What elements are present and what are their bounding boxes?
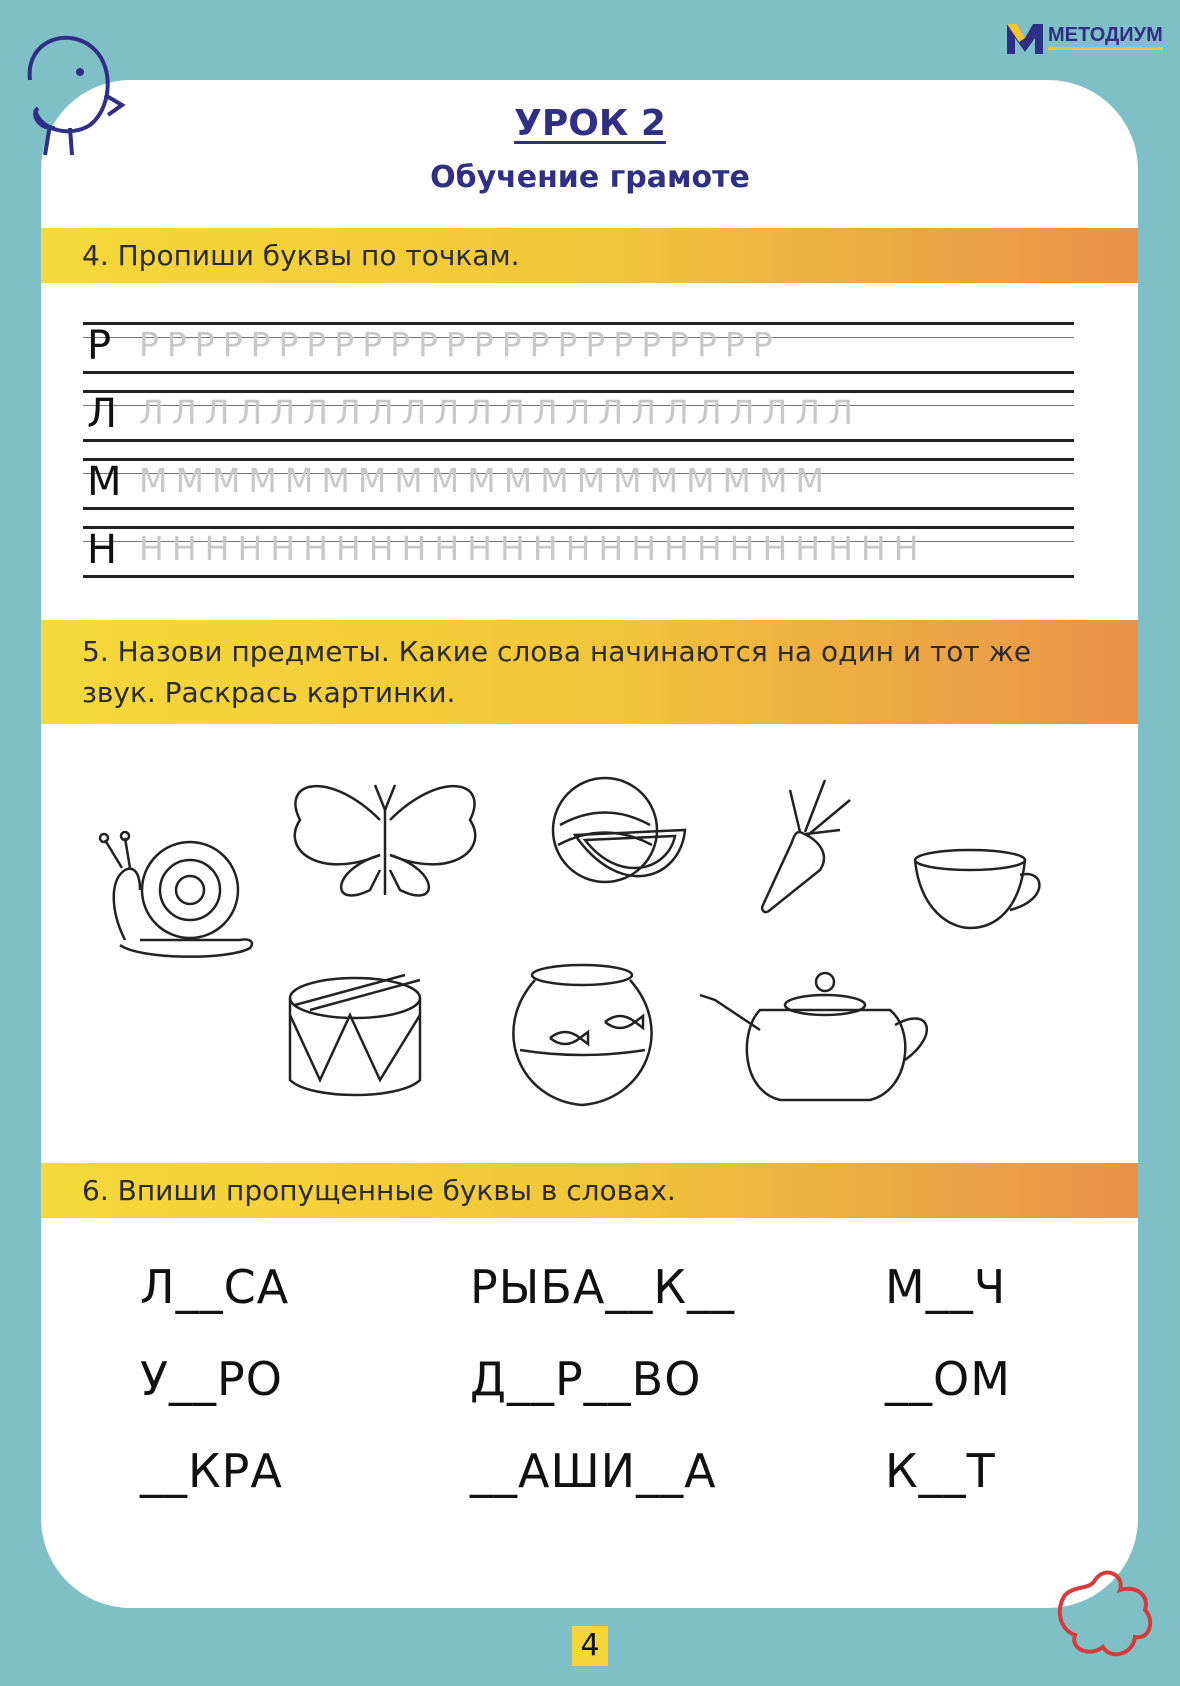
snail-icon [100,832,252,957]
row-letter: М [87,459,122,505]
handwriting-row-n [83,526,1074,578]
word-item: Л__СА [140,1260,290,1314]
lesson-subtitle: Обучение грамоте [430,160,750,195]
word-item: К__Т [885,1444,996,1498]
word-item: М__Ч [885,1260,1007,1314]
handwriting-row-r [83,322,1074,374]
task6-instruction: 6. Впиши пропущенные буквы в словах. [41,1163,1138,1218]
row-letter: Н [87,527,118,573]
butterfly-icon [295,785,475,895]
task5-instruction-line1: 5. Назови предметы. Какие слова начинаются на один и тот же [82,635,1032,668]
handwriting-row-l [83,390,1074,442]
task5-instruction-line2: звук. Раскрась картинки. [82,676,456,709]
carrot-icon [762,780,850,912]
row-trace: МММММММММММММММММММ [139,461,832,500]
row-trace: НННННННННННННННННННННННН [139,529,927,568]
pictures-area [80,760,1080,1110]
lesson-title: УРОК 2 [514,103,666,144]
aquarium-icon [513,965,651,1105]
word-item: РЫБА__К__ [470,1260,736,1314]
brand-logo-icon [1005,20,1045,56]
page-number: 4 [572,1626,608,1666]
row-trace: РРРРРРРРРРРРРРРРРРРРРРР [139,325,781,364]
word-item: У__РО [140,1352,283,1406]
word-item: __КРА [140,1444,283,1498]
word-item: Д__Р__ВО [470,1352,702,1406]
row-trace: ЛЛЛЛЛЛЛЛЛЛЛЛЛЛЛЛЛЛЛЛЛЛ [139,393,861,432]
watermelon-icon [553,778,685,882]
puzzle-icon [1055,1565,1165,1665]
word-item: __АШИ__А [470,1444,717,1498]
task4-instruction: 4. Пропиши буквы по точкам. [41,228,1138,283]
handwriting-row-m [83,458,1074,510]
row-letter: Л [87,391,118,437]
task5-instruction [41,620,1138,724]
row-letter: Р [87,323,112,369]
word-item: __ОМ [885,1352,1011,1406]
drum-icon [290,975,420,1095]
teapot-icon [700,973,927,1100]
cup-icon [915,850,1039,928]
brand-name: МЕТОДИУМ [1048,24,1163,50]
